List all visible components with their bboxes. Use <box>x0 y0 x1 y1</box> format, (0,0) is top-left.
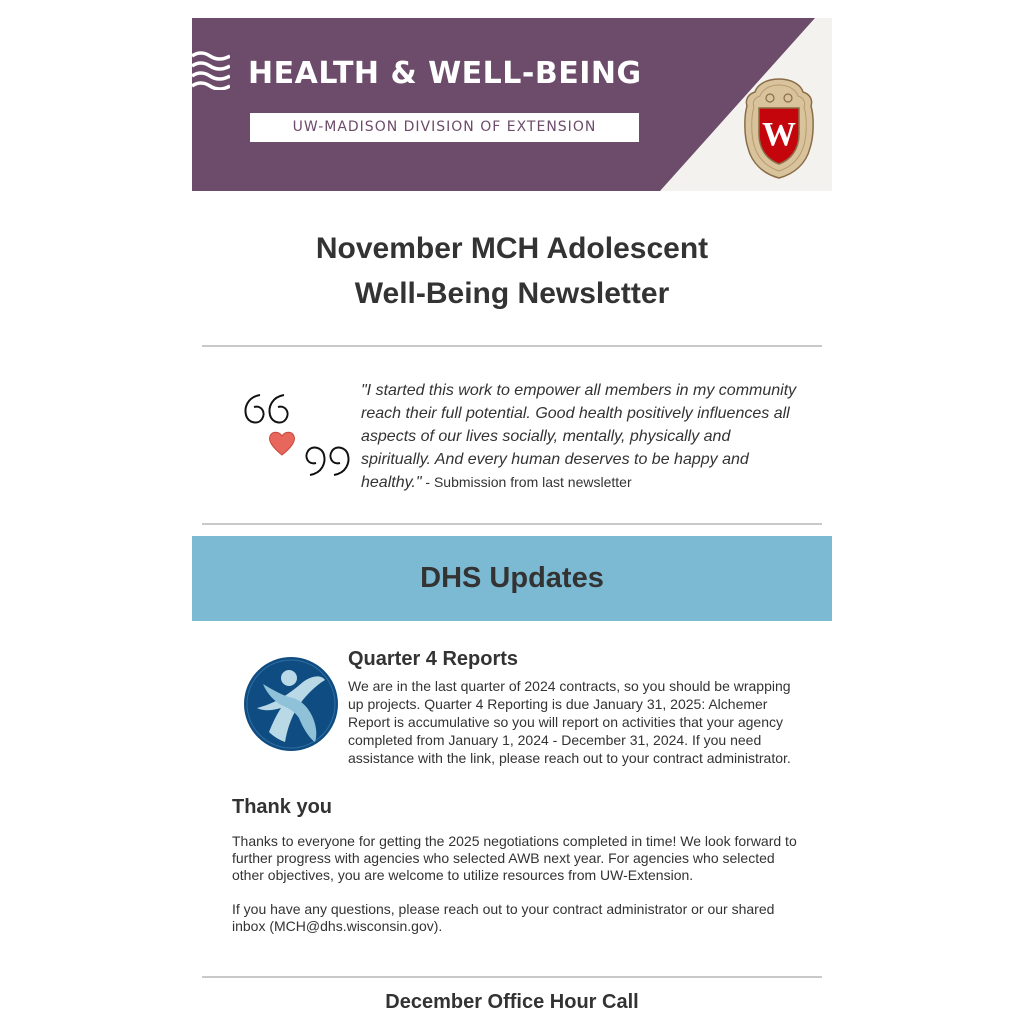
hhs-logo-icon <box>243 656 339 752</box>
header-banner <box>192 18 832 191</box>
thank-you-body <box>232 833 802 935</box>
december-office-hour-title: December Office Hour Call <box>385 991 639 1013</box>
quote-graphic <box>240 385 355 485</box>
banner-title: HEALTH & WELL-BEING <box>248 56 642 91</box>
crest-letter: W <box>762 116 796 153</box>
divider <box>202 345 822 347</box>
divider <box>202 976 822 978</box>
heart-icon <box>270 432 295 455</box>
quarter4-title: Quarter 4 Reports <box>348 648 519 670</box>
newsletter-title-line1: November MCH Adolescent <box>315 232 709 265</box>
divider <box>202 523 822 525</box>
thank-you-paragraph-1: Thanks to everyone for getting the 2025 negotiations completed in time! We look forward to further progress with agencies who selected AWB next year. For agencies who selected other objectives, you are welcome to utilize resources from UW-Extension. <box>232 833 797 883</box>
quarter4-body: We are in the last quarter of 2024 contracts, so you should be wrapping up projects. Quarter 4 Reporting is due January 31, 2025: Alchemer Report is accumulative so you will report on activities that your agency completed from January 1, 2024 - December 31, 2024. If you need assistance with the link, please reach out to your contract administrator. <box>348 678 791 766</box>
thank-you-title: Thank you <box>232 796 333 818</box>
newsletter-title <box>192 226 832 316</box>
thank-you-paragraph-2: If you have any questions, please reach out to your contract administrator or our shared inbox (MCH@dhs.wisconsin.gov). <box>232 901 775 934</box>
quote-attribution: - Submission from last newsletter <box>421 474 632 490</box>
banner-corner-shape <box>192 18 832 191</box>
waves-icon <box>192 50 230 90</box>
open-quote-icon <box>246 395 288 422</box>
newsletter-title-line2: Well-Being Newsletter <box>354 277 670 310</box>
quote-block <box>361 379 801 494</box>
close-quote-icon <box>306 448 348 475</box>
header-banner-wrap <box>192 18 832 191</box>
quote-text: "I started this work to empower all members in my community reach their full potential. Good health positively influences all aspects of our lives socially, mentally, physically and spiritually. And every human deserves to be happy and healthy." <box>361 382 797 491</box>
uw-crest-icon <box>744 76 814 180</box>
dhs-updates-heading: DHS Updates <box>192 536 832 621</box>
banner-subtitle: UW-MADISON DIVISION OF EXTENSION <box>250 113 639 142</box>
